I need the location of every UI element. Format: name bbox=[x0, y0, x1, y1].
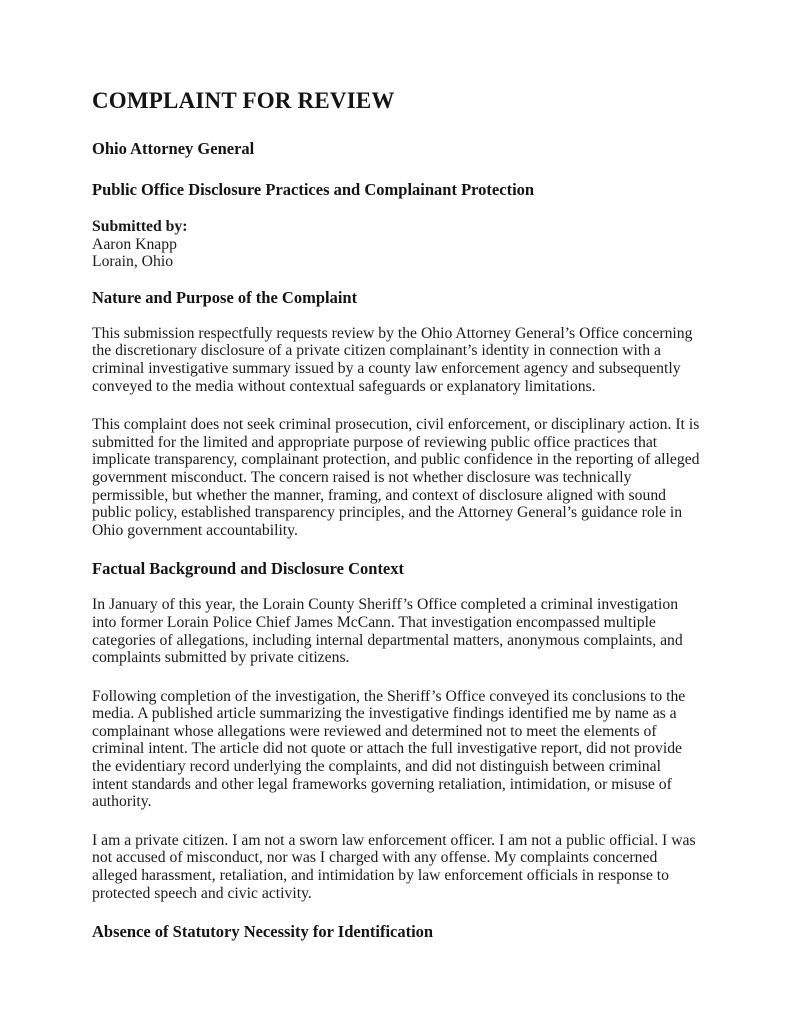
paragraph-media-disclosure: Following completion of the investigation, the Sheriff’s Office conveyed its conclusions to the media. A published article summarizing the investigative findings identified me by name as a complainant whose allegations were reviewed and determined not to meet the elements of criminal intent. The article did not quote or attach the full investigative report, did not provide the evidentiary record underlying the complaints, and did not distinguish between criminal intent standards and other legal frameworks governing retaliation, intimidation, or misuse of authority. bbox=[92, 687, 686, 811]
section-heading-nature-and-purpose: Nature and Purpose of the Complaint bbox=[92, 287, 358, 307]
document-title: COMPLAINT FOR REVIEW bbox=[92, 88, 395, 113]
paragraph-private-citizen-status: I am a private citizen. I am not a sworn law enforcement officer. I am not a public official. I was not accused of misconduct, nor was I charged with any offense. My complaints concerned alleged harassment, retaliation, and intimidation by law enforcement officials in response to protected speech and civic activity. bbox=[92, 831, 696, 902]
paragraph-purpose-request: This submission respectfully requests review by the Ohio Attorney General’s Office concerning the discretionary disclosure of a private citizen complainant’s identity in connection with a criminal investigative summary issued by a county law enforcement agency and subsequently conveyed to the media without contextual safeguards or explanatory limitations. bbox=[92, 324, 693, 395]
section-heading-factual-background: Factual Background and Disclosure Context bbox=[92, 559, 405, 579]
submitted-by-label: Submitted by: bbox=[92, 218, 188, 235]
section-heading-absence-statutory-necessity: Absence of Statutory Necessity for Identification bbox=[92, 922, 434, 942]
paragraph-investigation-background: In January of this year, the Lorain County Sheriff’s Office completed a criminal investigation into former Lorain Police Chief James McCann. That investigation encompassed multiple categories of allegations, including internal departmental matters, anonymous complaints, and complaints submitted by private citizens. bbox=[92, 596, 683, 667]
document-subject-heading: Public Office Disclosure Practices and Complainant Protection bbox=[92, 180, 535, 199]
submitter-location: Lorain, Ohio bbox=[92, 253, 174, 271]
paragraph-complaint-scope: This complaint does not seek criminal prosecution, civil enforcement, or disciplinary action. It is submitted for the limited and appropriate purpose of reviewing public office practices that implicate transparency, complainant protection, and public confidence in the reporting of alleged government misconduct. The concern raised is not whether disclosure was technically permissible, but whether the manner, framing, and context of disclosure aligned with sound public policy, established transparency principles, and the Attorney General’s guidance role in Ohio government accountability. bbox=[92, 416, 700, 539]
submitted-by-block bbox=[92, 218, 700, 271]
submitter-name: Aaron Knapp bbox=[92, 235, 177, 253]
recipient-heading: Ohio Attorney General bbox=[92, 139, 255, 158]
